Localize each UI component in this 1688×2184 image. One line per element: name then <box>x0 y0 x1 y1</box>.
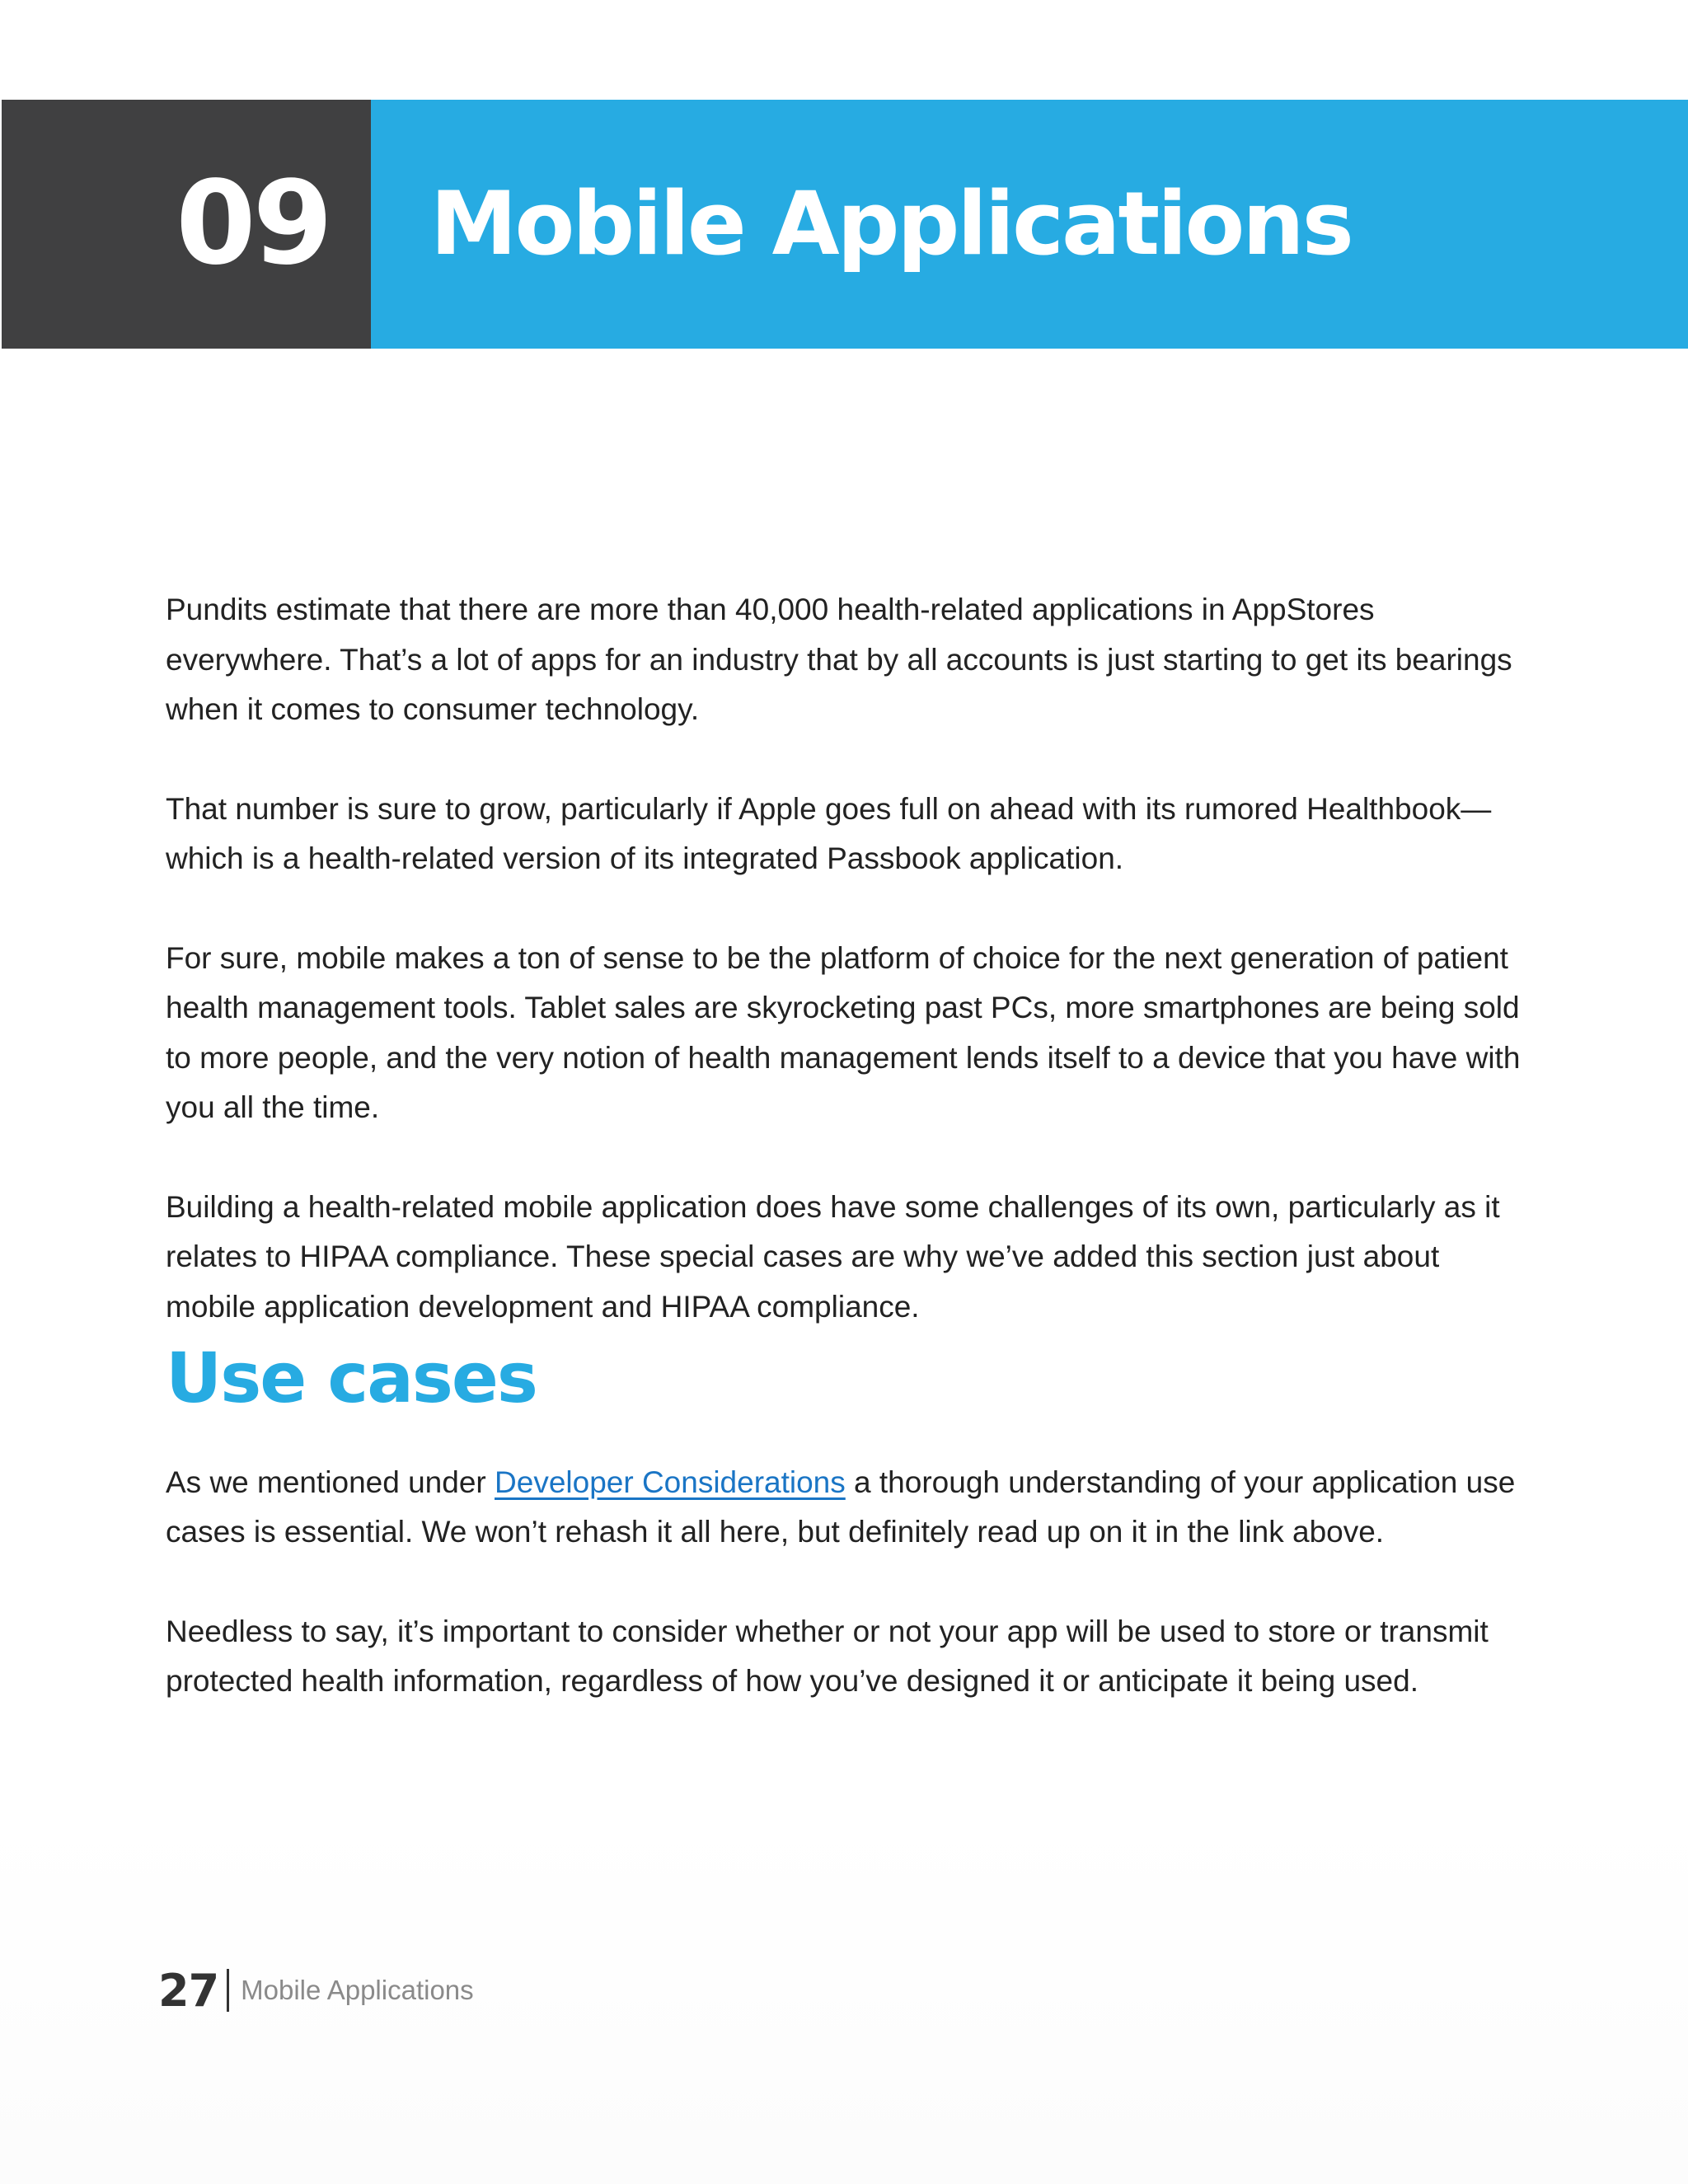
chapter-title-box <box>371 100 1688 349</box>
intro-paragraph-1: Pundits estimate that there are more than 40,000 health-related applications in AppStores everywhere. That’s a lot of apps for an industry that by all accounts is just starting to get its bearings when it comes to consumer technology. <box>166 593 1512 726</box>
chapter-title: Mobile Applications <box>430 173 1352 274</box>
body-content <box>166 585 1526 1756</box>
chapter-header <box>2 100 1688 349</box>
section-heading-use-cases: Use cases <box>166 1338 537 1418</box>
page-footer <box>158 1961 474 2019</box>
intro-paragraph-2: That number is sure to grow, particularly if Apple goes full on ahead with its rumored Healthbook—which is a health-related version of its integrated Passbook application. <box>166 791 1492 875</box>
chapter-number: 09 <box>176 157 330 291</box>
intro-paragraph-3: For sure, mobile makes a ton of sense to be the platform of choice for the next generation of patient health management tools. Tablet sales are skyrocketing past PCs, more smartphones are being sold to more people, and the very notion of health management lends itself to a device that you have with you all the time. <box>166 940 1521 1124</box>
paragraph-text-before-link: As we mentioned under <box>166 1465 495 1499</box>
footer-divider <box>227 1969 229 2012</box>
page-number: 27 <box>158 1964 219 2017</box>
chapter-number-box <box>2 100 371 349</box>
use-cases-paragraph-1 <box>166 1458 1526 1558</box>
developer-considerations-link[interactable]: Developer Considerations <box>495 1465 846 1499</box>
paragraph-text-after-link: a thorough understanding of your application use cases is essential. We won’t rehash it all here, but definitely read up on it in the link above. <box>166 1465 1516 1549</box>
intro-paragraph-4: Building a health-related mobile application does have some challenges of its own, particularly as it relates to HIPAA compliance. These special cases are why we’ve added this section just about mobile application development and HIPAA compliance. <box>166 1189 1500 1324</box>
use-cases-paragraph-2: Needless to say, it’s important to consider whether or not your app will be used to store or transmit protected health information, regardless of how you’ve designed it or anticipate it being used. <box>166 1614 1489 1699</box>
footer-section-label: Mobile Applications <box>241 1975 474 2005</box>
